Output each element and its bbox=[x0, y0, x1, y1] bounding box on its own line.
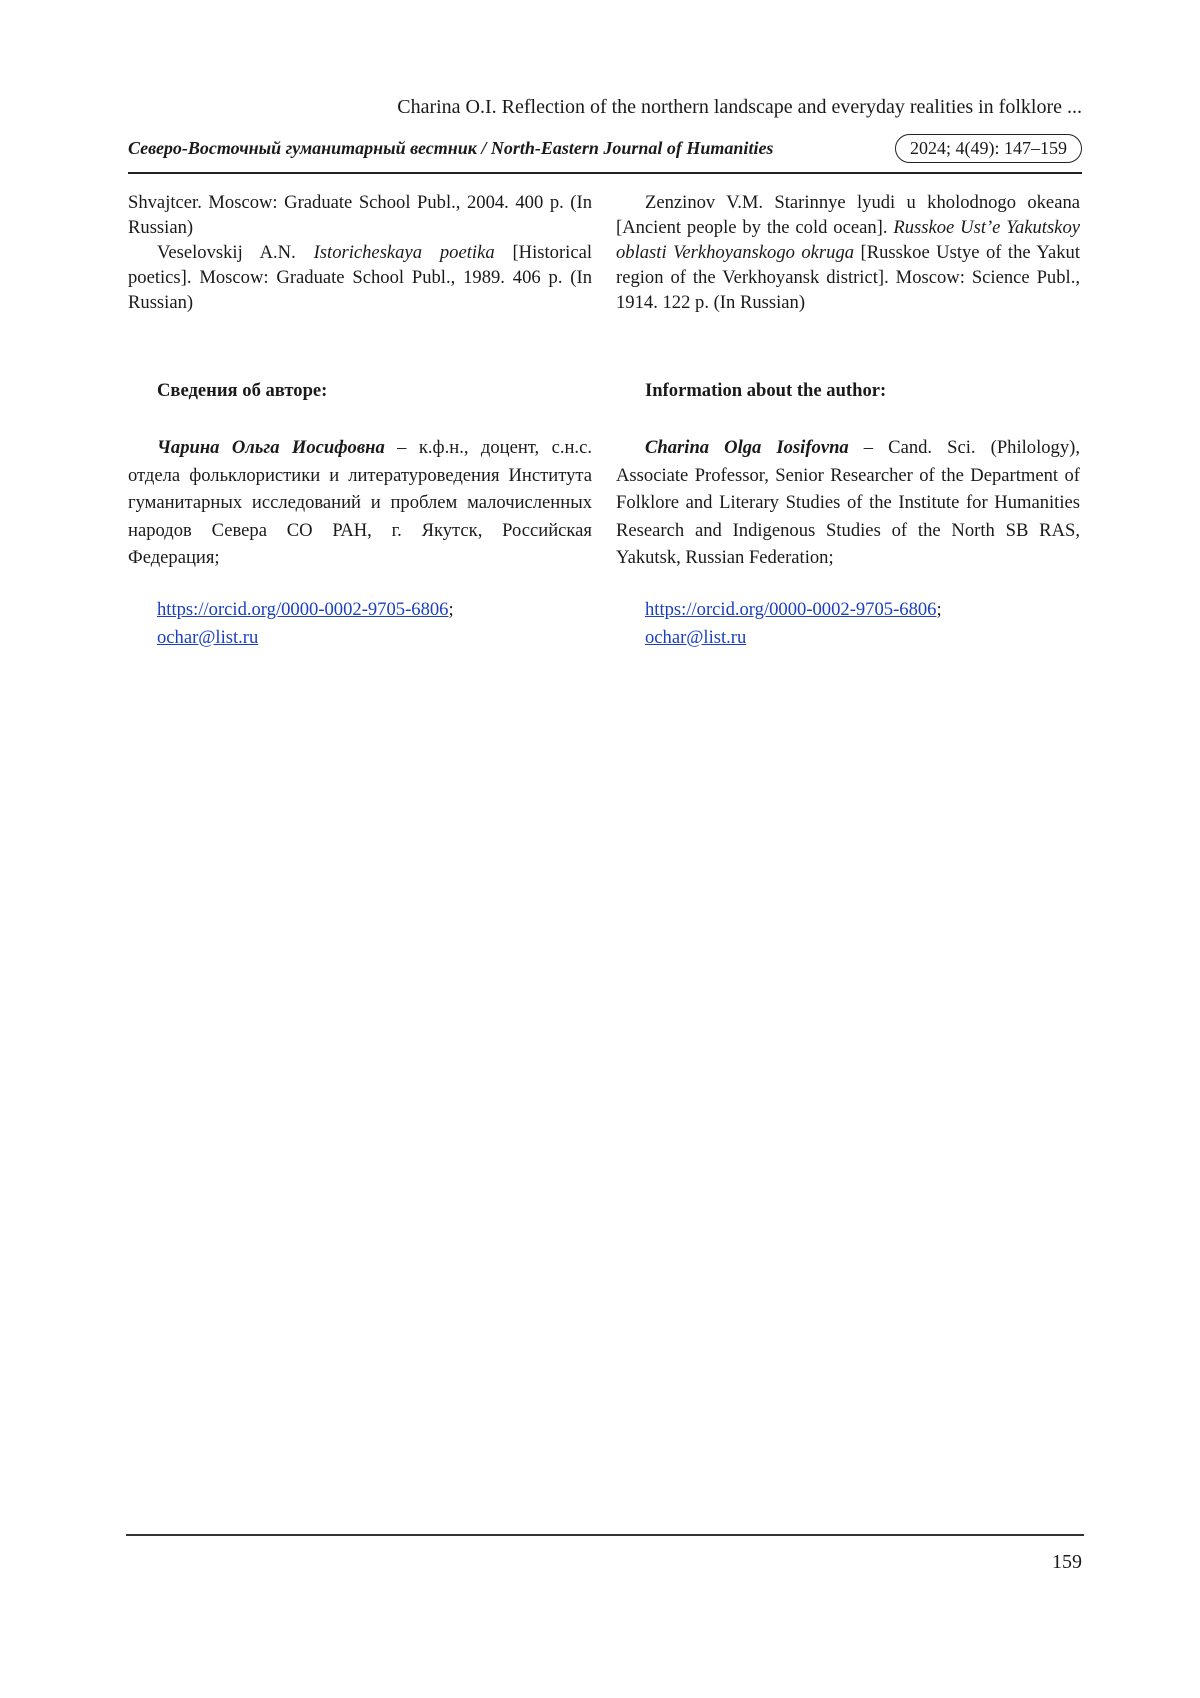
journal-header bbox=[128, 134, 1082, 166]
reference-details: [Russkoe Ustye of the Yakut region of the Verkhoyansk district]. Moscow: Science Publ., 1914. 122 p. (In Russian) bbox=[616, 242, 1080, 313]
author-links-ru bbox=[157, 596, 454, 651]
author-affiliation-en: – Cand. Sci. (Philology), Associate Professor, Senior Researcher of the Department of Folklore and Literary Studies of the Institute for Humanities Research and Indigenous Studies of the North SB RAS, Yakutsk, Russian Federation; bbox=[616, 437, 1080, 568]
author-bio-ru bbox=[128, 434, 592, 572]
orcid-link[interactable]: https://orcid.org/0000-0002-9705-6806 bbox=[157, 599, 449, 620]
email-link[interactable]: ochar@list.ru bbox=[157, 626, 259, 648]
orcid-link[interactable]: https://orcid.org/0000-0002-9705-6806 bbox=[645, 599, 937, 620]
author-info-heading-en: Information about the author: bbox=[645, 380, 887, 401]
reference-details: [Historical poetics]. Moscow: Graduate School Publ., 1989. 406 p. (In Russian) bbox=[128, 242, 593, 313]
author-name-ru: Чарина Ольга Иосифовна bbox=[157, 437, 385, 458]
footer-rule bbox=[126, 1534, 1084, 1536]
reference-entry bbox=[128, 240, 592, 315]
author-info-heading-ru: Сведения об авторе: bbox=[157, 380, 328, 401]
references-right-column bbox=[616, 190, 1080, 315]
journal-name: Северо-Восточный гуманитарный вестник / North-Eastern Journal of Humanities bbox=[128, 138, 774, 158]
reference-title: Istoricheskaya poetika bbox=[313, 242, 495, 263]
author-links-en bbox=[645, 596, 942, 651]
issue-badge: 2024; 4(49): 147–159 bbox=[895, 134, 1082, 163]
separator: ; bbox=[448, 599, 454, 620]
reference-author: Zenzinov V.M. Starinnye lyudi u kholodnogo okeana [Ancient people by the cold ocean]. bbox=[616, 192, 1080, 238]
reference-entry bbox=[616, 190, 1080, 315]
author-affiliation-ru: – к.ф.н., доцент, с.н.с. отдела фольклористики и литературоведения Института гуманитарных исследований и проблем малочисленных народов Севера СО РАН, г. Якутск, Российская Федерация; bbox=[128, 437, 592, 568]
email-link[interactable]: ochar@list.ru bbox=[645, 626, 747, 648]
running-title: Charina O.I. Reflection of the northern landscape and everyday realities in folklore ... bbox=[397, 96, 1082, 118]
header-rule bbox=[128, 172, 1082, 174]
reference-entry: Shvajtcer. Moscow: Graduate School Publ., 2004. 400 p. (In Russian) bbox=[128, 192, 592, 238]
author-name-en: Charina Olga Iosifovna bbox=[645, 437, 849, 458]
reference-title: Russkoe Ust’e Yakutskoy oblasti Verkhoyanskogo okruga bbox=[616, 217, 1080, 263]
reference-author: Veselovskij A.N. bbox=[157, 242, 314, 263]
separator: ; bbox=[936, 599, 942, 620]
references-left-column bbox=[128, 190, 592, 315]
author-bio-en bbox=[616, 434, 1080, 572]
page-number: 159 bbox=[1052, 1551, 1082, 1573]
